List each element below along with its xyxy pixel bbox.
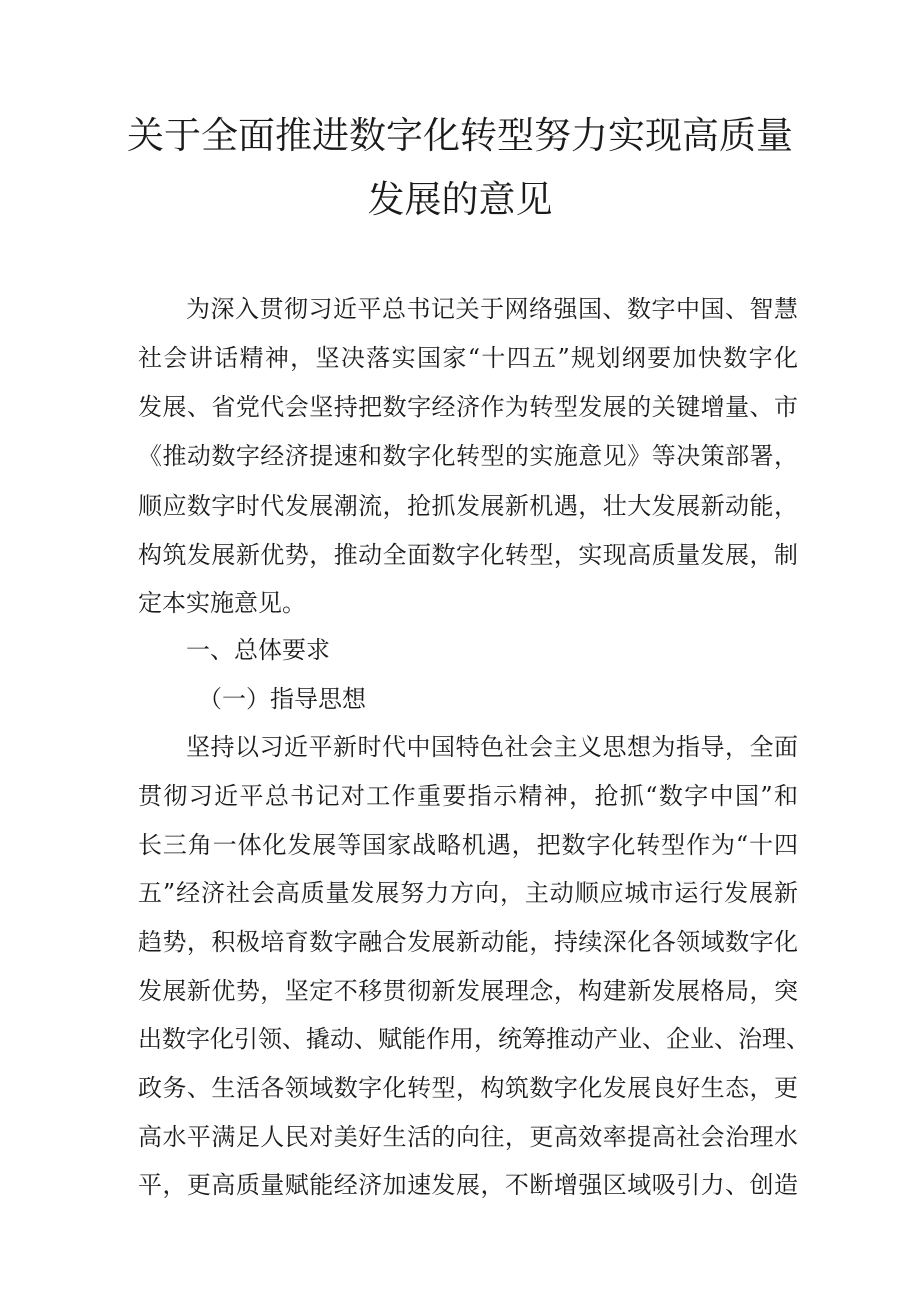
document-title-line-2: 发展的意见 <box>367 178 553 221</box>
intro-paragraph-line: 顺应数字时代发展潮流，抢抓发展新机遇，壮大发展新动能， <box>138 492 798 520</box>
body-paragraph-line: 出数字化引领、撬动、赋能作用，统筹推动产业、企业、治理、 <box>138 1025 810 1053</box>
section-heading: 一、总体要求 <box>186 636 330 664</box>
body-paragraph-line: 趋势，积极培育数字融合发展新动能，持续深化各领域数字化 <box>138 928 798 956</box>
document-title-line-1: 关于全面推进数字化转型努力实现高质量 <box>127 114 793 157</box>
body-paragraph-line: 政务、生活各领域数字化转型，构筑数字化发展良好生态，更 <box>138 1074 798 1102</box>
body-paragraph-line: 平，更高质量赋能经济加速发展，不断增强区域吸引力、创造 <box>138 1171 798 1199</box>
intro-paragraph-line: 构筑发展新优势，推动全面数字化转型，实现高质量发展，制 <box>138 541 798 569</box>
intro-paragraph-line: 发展、省党代会坚持把数字经济作为转型发展的关键增量、市 <box>138 393 798 421</box>
subsection-heading: （一）指导思想 <box>198 685 366 713</box>
body-paragraph-line: 高水平满足人民对美好生活的向往，更高效率提高社会治理水 <box>138 1123 798 1151</box>
intro-paragraph-line: 《推动数字经济提速和数字化转型的实施意见》等决策部署， <box>138 442 798 470</box>
body-paragraph-line: 坚持以习近平新时代中国特色社会主义思想为指导，全面 <box>186 733 798 761</box>
intro-paragraph-line: 为深入贯彻习近平总书记关于网络强国、数字中国、智慧 <box>186 295 798 323</box>
intro-paragraph-line: 社会讲话精神，坚决落实国家“十四五”规划纲要加快数字化 <box>138 344 798 372</box>
body-paragraph-line: 五”经济社会高质量发展努力方向，主动顺应城市运行发展新 <box>138 879 798 907</box>
body-paragraph-line: 贯彻习近平总书记对工作重要指示精神，抢抓“数字中国”和 <box>138 782 798 810</box>
body-paragraph-line: 长三角一体化发展等国家战略机遇，把数字化转型作为“十四 <box>138 831 798 859</box>
intro-paragraph-line: 定本实施意见。 <box>138 589 306 617</box>
body-paragraph-line: 发展新优势，坚定不移贯彻新发展理念，构建新发展格局，突 <box>138 977 798 1005</box>
